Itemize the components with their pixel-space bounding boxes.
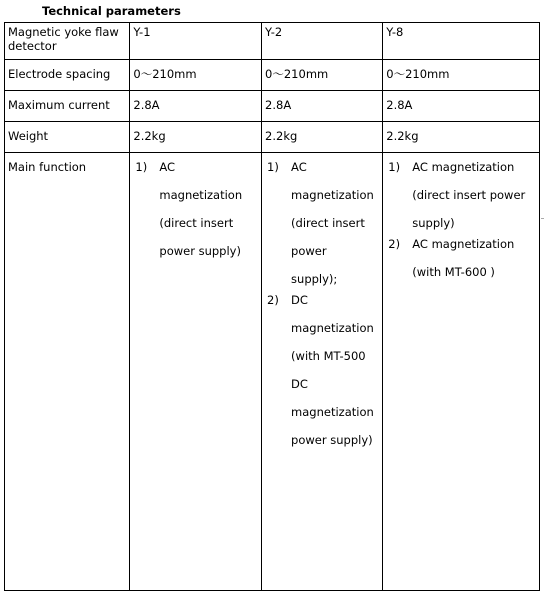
- table-cell: 2.8A: [262, 91, 383, 122]
- table-row: [5, 60, 540, 91]
- table-header-row: [5, 23, 540, 60]
- list-item-number: 1): [267, 160, 279, 174]
- list-item-number: 1): [388, 160, 401, 174]
- function-cell-y8: [383, 153, 540, 591]
- list-item: [133, 160, 258, 265]
- row-label: Electrode spacing: [5, 60, 130, 91]
- list-item-text: AC magnetization (direct insert power supply): [159, 160, 243, 258]
- list-item: [265, 293, 379, 454]
- table-row: [5, 91, 540, 122]
- row-label: Main function: [5, 153, 130, 591]
- table-cell: 0〜210mm: [262, 60, 383, 91]
- function-cell-y1: [130, 153, 262, 591]
- list-item: [386, 237, 536, 286]
- function-list: [265, 160, 379, 454]
- list-item-text: AC magnetization (with MT-600 ): [412, 237, 515, 279]
- table-cell: 0〜210mm: [130, 60, 262, 91]
- list-item: [265, 160, 379, 293]
- table-cell: 2.8A: [130, 91, 262, 122]
- list-item-number: 1): [135, 160, 148, 174]
- table-row: [5, 122, 540, 153]
- list-item-text: AC magnetization (direct insert power supply);: [291, 160, 374, 286]
- page-title: Technical parameters: [42, 4, 181, 18]
- table-cell: 2.8A: [383, 91, 540, 122]
- list-item: [386, 160, 536, 237]
- function-cell-y2: [262, 153, 383, 591]
- header-cell-label: Magnetic yoke flaw detector: [5, 23, 130, 60]
- table-row-main-function: [5, 153, 540, 591]
- function-list: [133, 160, 258, 265]
- list-item-number: 2): [388, 237, 401, 251]
- header-cell-y2: Y-2: [262, 23, 383, 60]
- table-cell: 0〜210mm: [383, 60, 540, 91]
- list-item-number: 2): [267, 293, 279, 307]
- header-cell-y8: Y-8: [383, 23, 540, 60]
- table-cell: 2.2kg: [383, 122, 540, 153]
- row-label: Maximum current: [5, 91, 130, 122]
- technical-parameters-table: [4, 22, 540, 591]
- list-item-text: AC magnetization (direct insert power supply): [412, 160, 526, 230]
- header-cell-y1: Y-1: [130, 23, 262, 60]
- table-cell: 2.2kg: [262, 122, 383, 153]
- list-item-text: DC magnetization (with MT-500 DC magnetization power supply): [291, 293, 374, 447]
- table-cell: 2.2kg: [130, 122, 262, 153]
- row-label: Weight: [5, 122, 130, 153]
- margin-mark: [541, 218, 544, 219]
- function-list: [386, 160, 536, 286]
